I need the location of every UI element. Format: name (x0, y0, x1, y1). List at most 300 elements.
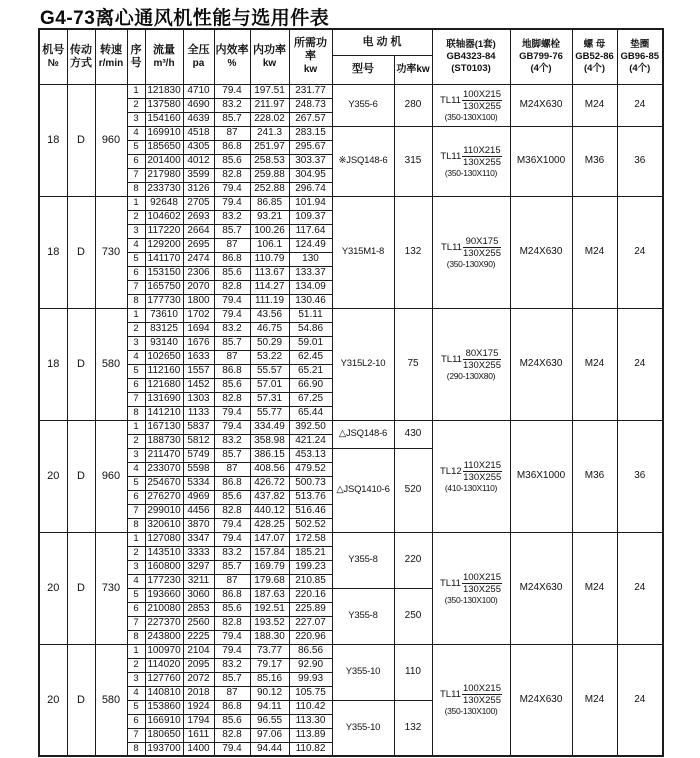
header-line: 全压 (187, 43, 210, 56)
internal-power-cell: 111.19 (250, 294, 289, 308)
flow-cell: 201400 (145, 154, 183, 168)
required-power-cell: 130.46 (289, 294, 332, 308)
motor-power-cell: 430 (394, 420, 432, 448)
flow-cell: 92648 (145, 196, 183, 210)
required-power-cell: 421.24 (289, 434, 332, 448)
nut-cell: M24 (572, 308, 617, 420)
nut-cell: M24 (572, 196, 617, 308)
header-line: kw (303, 64, 318, 76)
motor-power-cell: 132 (394, 700, 432, 756)
internal-power-cell: 334.49 (250, 420, 289, 434)
motor-power-cell: 250 (394, 588, 432, 644)
pressure-cell: 4456 (183, 504, 214, 518)
internal-power-cell: 147.07 (250, 532, 289, 546)
motor-model-cell: △JSQ148-6 (332, 420, 394, 448)
seq-cell: 7 (127, 504, 145, 518)
anchor-bolt-cell: M24X630 (510, 308, 572, 420)
seq-cell: 1 (127, 196, 145, 210)
header-line: (4个) (629, 62, 651, 74)
speed-cell: 730 (95, 196, 127, 308)
motor-power-cell: 315 (394, 126, 432, 196)
efficiency-cell: 79.4 (214, 518, 250, 532)
required-power-cell: 295.67 (289, 140, 332, 154)
flow-cell: 233730 (145, 182, 183, 196)
pressure-cell: 1133 (183, 406, 214, 420)
flow-cell: 117220 (145, 224, 183, 238)
seq-cell: 1 (127, 308, 145, 322)
internal-power-cell: 358.98 (250, 434, 289, 448)
internal-power-cell: 79.17 (250, 658, 289, 672)
seq-cell: 4 (127, 126, 145, 140)
coupling-cell: TL11 $\frac{80X175}{130X255}$ (290-130X80) (432, 308, 510, 420)
pressure-cell: 2695 (183, 238, 214, 252)
required-power-cell: 220.16 (289, 588, 332, 602)
speed-cell: 730 (95, 532, 127, 644)
flow-cell: 276270 (145, 490, 183, 504)
internal-power-cell: 94.11 (250, 700, 289, 714)
internal-power-cell: 90.12 (250, 686, 289, 700)
efficiency-cell: 87 (214, 574, 250, 588)
header-line: 功率kw (396, 64, 430, 75)
flow-cell: 153860 (145, 700, 183, 714)
seq-cell: 4 (127, 462, 145, 476)
seq-cell: 1 (127, 84, 145, 98)
washer-cell: 36 (617, 420, 663, 532)
internal-power-cell: 258.53 (250, 154, 289, 168)
machine-no-cell: 20 (39, 532, 67, 644)
flow-cell: 154160 (145, 112, 183, 126)
header-line: 地脚螺栓 (521, 38, 560, 50)
col-header-washer (617, 29, 663, 84)
machine-no-cell: 18 (39, 196, 67, 308)
pressure-cell: 3297 (183, 560, 214, 574)
pressure-cell: 4690 (183, 98, 214, 112)
seq-cell: 2 (127, 98, 145, 112)
header-line: r/min (98, 57, 124, 69)
required-power-cell: 59.01 (289, 336, 332, 350)
washer-cell: 24 (617, 644, 663, 756)
col-header-drive (67, 29, 95, 84)
header-line: 传动 (70, 43, 92, 56)
pressure-cell: 4710 (183, 84, 214, 98)
efficiency-cell: 86.8 (214, 476, 250, 490)
required-power-cell: 225.89 (289, 602, 332, 616)
flow-cell: 180650 (145, 728, 183, 742)
internal-power-cell: 46.75 (250, 322, 289, 336)
header-line: 垫圈 (630, 38, 650, 50)
flow-cell: 177730 (145, 294, 183, 308)
pressure-cell: 2306 (183, 266, 214, 280)
nut-cell: M24 (572, 84, 617, 126)
seq-cell: 1 (127, 644, 145, 658)
washer-cell: 24 (617, 532, 663, 644)
table-row (39, 308, 663, 322)
required-power-cell: 303.37 (289, 154, 332, 168)
efficiency-cell: 83.2 (214, 546, 250, 560)
efficiency-cell: 83.2 (214, 322, 250, 336)
header-line: (4个) (530, 62, 552, 74)
anchor-bolt-cell: M24X630 (510, 84, 572, 126)
efficiency-cell: 79.4 (214, 308, 250, 322)
required-power-cell: 51.11 (289, 308, 332, 322)
internal-power-cell: 437.82 (250, 490, 289, 504)
internal-power-cell: 251.97 (250, 140, 289, 154)
header-line: (ST0103) (451, 62, 491, 74)
seq-cell: 6 (127, 266, 145, 280)
internal-power-cell: 53.22 (250, 350, 289, 364)
flow-cell: 167130 (145, 420, 183, 434)
coupling-cell: TL11 $\frac{100X215}{130X255}$ (350-130X100) (432, 84, 510, 126)
internal-power-cell: 113.67 (250, 266, 289, 280)
required-power-cell: 248.73 (289, 98, 332, 112)
flow-cell: 140810 (145, 686, 183, 700)
flow-cell: 93140 (145, 336, 183, 350)
flow-cell: 165750 (145, 280, 183, 294)
seq-cell: 8 (127, 742, 145, 756)
washer-cell: 24 (617, 84, 663, 126)
seq-cell: 3 (127, 224, 145, 238)
required-power-cell: 231.77 (289, 84, 332, 98)
col-header-seq (127, 29, 145, 84)
pressure-cell: 2853 (183, 602, 214, 616)
table-row (39, 84, 663, 98)
efficiency-cell: 85.7 (214, 112, 250, 126)
required-power-cell: 133.37 (289, 266, 332, 280)
seq-cell: 3 (127, 336, 145, 350)
seq-cell: 2 (127, 434, 145, 448)
internal-power-cell: 55.77 (250, 406, 289, 420)
anchor-bolt-cell: M24X630 (510, 196, 572, 308)
required-power-cell: 283.15 (289, 126, 332, 140)
seq-cell: 7 (127, 168, 145, 182)
washer-cell: 24 (617, 196, 663, 308)
efficiency-cell: 79.4 (214, 644, 250, 658)
efficiency-cell: 82.8 (214, 392, 250, 406)
required-power-cell: 109.37 (289, 210, 332, 224)
efficiency-cell: 87 (214, 350, 250, 364)
seq-cell: 4 (127, 350, 145, 364)
speed-cell: 580 (95, 644, 127, 756)
seq-cell: 6 (127, 602, 145, 616)
drive-mode-cell: D (67, 532, 95, 644)
pressure-cell: 1303 (183, 392, 214, 406)
seq-cell: 7 (127, 280, 145, 294)
header-line: GB4323-84 (446, 50, 496, 62)
flow-cell: 210080 (145, 602, 183, 616)
required-power-cell: 92.90 (289, 658, 332, 672)
efficiency-cell: 85.7 (214, 560, 250, 574)
pressure-cell: 1452 (183, 378, 214, 392)
pressure-cell: 1924 (183, 700, 214, 714)
required-power-cell: 134.09 (289, 280, 332, 294)
internal-power-cell: 440.12 (250, 504, 289, 518)
drive-mode-cell: D (67, 308, 95, 420)
pressure-cell: 2560 (183, 616, 214, 630)
seq-cell: 2 (127, 658, 145, 672)
col-header-pressure (183, 29, 214, 84)
flow-cell: 127080 (145, 532, 183, 546)
internal-power-cell: 428.25 (250, 518, 289, 532)
internal-power-cell: 50.29 (250, 336, 289, 350)
pressure-cell: 3599 (183, 168, 214, 182)
seq-cell: 3 (127, 448, 145, 462)
efficiency-cell: 85.7 (214, 224, 250, 238)
efficiency-cell: 86.8 (214, 364, 250, 378)
efficiency-cell: 79.4 (214, 196, 250, 210)
pressure-cell: 2225 (183, 630, 214, 644)
pressure-cell: 4305 (183, 140, 214, 154)
required-power-cell: 86.56 (289, 644, 332, 658)
col-header-machine-no (39, 29, 67, 84)
flow-cell: 166910 (145, 714, 183, 728)
required-power-cell: 453.13 (289, 448, 332, 462)
pressure-cell: 3060 (183, 588, 214, 602)
seq-cell: 5 (127, 700, 145, 714)
header-line: 机号 (42, 43, 65, 56)
efficiency-cell: 79.4 (214, 420, 250, 434)
seq-cell: 7 (127, 392, 145, 406)
efficiency-cell: 86.8 (214, 700, 250, 714)
seq-cell: 8 (127, 518, 145, 532)
efficiency-cell: 79.4 (214, 630, 250, 644)
motor-model-cell: Y355-8 (332, 532, 394, 588)
drive-mode-cell: D (67, 644, 95, 756)
flow-cell: 143510 (145, 546, 183, 560)
header-line: 所需功率 (294, 37, 327, 63)
efficiency-cell: 79.4 (214, 294, 250, 308)
internal-power-cell: 57.31 (250, 392, 289, 406)
required-power-cell: 110.42 (289, 700, 332, 714)
pressure-cell: 1702 (183, 308, 214, 322)
required-power-cell: 66.90 (289, 378, 332, 392)
motor-model-cell: △JSQ1410-6 (332, 448, 394, 532)
header-line: m³/h (153, 57, 175, 69)
seq-cell: 8 (127, 294, 145, 308)
efficiency-cell: 85.6 (214, 490, 250, 504)
efficiency-cell: 83.2 (214, 98, 250, 112)
pressure-cell: 2705 (183, 196, 214, 210)
flow-cell: 177230 (145, 574, 183, 588)
seq-cell: 6 (127, 490, 145, 504)
col-header-motor-model (332, 55, 394, 84)
flow-cell: 169910 (145, 126, 183, 140)
pressure-cell: 4639 (183, 112, 214, 126)
required-power-cell: 479.52 (289, 462, 332, 476)
pressure-cell: 2664 (183, 224, 214, 238)
internal-power-cell: 187.63 (250, 588, 289, 602)
required-power-cell: 185.21 (289, 546, 332, 560)
internal-power-cell: 188.30 (250, 630, 289, 644)
pressure-cell: 1694 (183, 322, 214, 336)
internal-power-cell: 426.72 (250, 476, 289, 490)
pressure-cell: 4969 (183, 490, 214, 504)
efficiency-cell: 85.7 (214, 448, 250, 462)
pressure-cell: 2474 (183, 252, 214, 266)
internal-power-cell: 179.68 (250, 574, 289, 588)
nut-cell: M36 (572, 126, 617, 196)
internal-power-cell: 192.51 (250, 602, 289, 616)
anchor-bolt-cell: M24X630 (510, 644, 572, 756)
machine-no-cell: 18 (39, 308, 67, 420)
internal-power-cell: 197.51 (250, 84, 289, 98)
seq-cell: 6 (127, 714, 145, 728)
anchor-bolt-cell: M24X630 (510, 532, 572, 644)
pressure-cell: 1400 (183, 742, 214, 756)
col-header-anchor-bolt (510, 29, 572, 84)
efficiency-cell: 79.4 (214, 182, 250, 196)
seq-cell: 6 (127, 378, 145, 392)
pressure-cell: 4518 (183, 126, 214, 140)
flow-cell: 193700 (145, 742, 183, 756)
pressure-cell: 4012 (183, 154, 214, 168)
seq-cell: 2 (127, 546, 145, 560)
efficiency-cell: 87 (214, 462, 250, 476)
required-power-cell: 199.23 (289, 560, 332, 574)
efficiency-cell: 83.2 (214, 434, 250, 448)
col-header-motor-power (394, 55, 432, 84)
pressure-cell: 2095 (183, 658, 214, 672)
internal-power-cell: 93.21 (250, 210, 289, 224)
efficiency-cell: 79.4 (214, 742, 250, 756)
col-header-internal-power (250, 29, 289, 84)
seq-cell: 4 (127, 686, 145, 700)
internal-power-cell: 85.16 (250, 672, 289, 686)
motor-power-cell: 75 (394, 308, 432, 420)
seq-cell: 5 (127, 252, 145, 266)
header-line: (4个) (583, 62, 606, 74)
motor-power-cell: 520 (394, 448, 432, 532)
pressure-cell: 3870 (183, 518, 214, 532)
pressure-cell: 5598 (183, 462, 214, 476)
seq-cell: 8 (127, 630, 145, 644)
flow-cell: 104602 (145, 210, 183, 224)
required-power-cell: 220.96 (289, 630, 332, 644)
pressure-cell: 3211 (183, 574, 214, 588)
motor-model-cell: ※JSQ148-6 (332, 126, 394, 196)
seq-cell: 5 (127, 364, 145, 378)
efficiency-cell: 85.6 (214, 602, 250, 616)
table-row (39, 644, 663, 658)
header-line: 内功率 (253, 43, 286, 56)
seq-cell: 5 (127, 588, 145, 602)
internal-power-cell: 259.88 (250, 168, 289, 182)
internal-power-cell: 157.84 (250, 546, 289, 560)
motor-model-cell: Y315M1-8 (332, 196, 394, 308)
seq-cell: 5 (127, 476, 145, 490)
pressure-cell: 1611 (183, 728, 214, 742)
flow-cell: 320610 (145, 518, 183, 532)
washer-cell: 36 (617, 126, 663, 196)
coupling-cell: TL12 $\frac{110X215}{130X255}$ (410-130X110) (432, 420, 510, 532)
col-header-flow (145, 29, 183, 84)
pressure-cell: 5812 (183, 434, 214, 448)
flow-cell: 141210 (145, 406, 183, 420)
table-row (39, 196, 663, 210)
flow-cell: 188730 (145, 434, 183, 448)
coupling-cell: TL11 $\frac{90X175}{130X255}$ (350-130X90) (432, 196, 510, 308)
drive-mode-cell: D (67, 420, 95, 532)
seq-cell: 1 (127, 532, 145, 546)
seq-cell: 3 (127, 672, 145, 686)
efficiency-cell: 85.7 (214, 336, 250, 350)
efficiency-cell: 85.6 (214, 378, 250, 392)
header-line: GB96-85 (620, 50, 660, 62)
col-header-efficiency (214, 29, 250, 84)
internal-power-cell: 100.26 (250, 224, 289, 238)
efficiency-cell: 85.6 (214, 714, 250, 728)
required-power-cell: 296.74 (289, 182, 332, 196)
motor-power-cell: 280 (394, 84, 432, 126)
internal-power-cell: 55.57 (250, 364, 289, 378)
seq-cell: 8 (127, 406, 145, 420)
pressure-cell: 1633 (183, 350, 214, 364)
table-row (39, 532, 663, 546)
machine-no-cell: 20 (39, 644, 67, 756)
flow-cell: 131690 (145, 392, 183, 406)
header-line: GB52-86 (575, 50, 614, 62)
drive-mode-cell: D (67, 196, 95, 308)
header-line: kw (262, 57, 277, 69)
required-power-cell: 392.50 (289, 420, 332, 434)
seq-cell: 4 (127, 574, 145, 588)
motor-model-cell: Y315L2-10 (332, 308, 394, 420)
header-line: 螺 母 (583, 38, 606, 50)
required-power-cell: 210.85 (289, 574, 332, 588)
required-power-cell: 227.07 (289, 616, 332, 630)
required-power-cell: 110.82 (289, 742, 332, 756)
seq-cell: 7 (127, 616, 145, 630)
drive-mode-cell: D (67, 84, 95, 196)
pressure-cell: 5749 (183, 448, 214, 462)
internal-power-cell: 57.01 (250, 378, 289, 392)
pressure-cell: 2018 (183, 686, 214, 700)
pressure-cell: 2070 (183, 280, 214, 294)
required-power-cell: 513.76 (289, 490, 332, 504)
speed-cell: 960 (95, 84, 127, 196)
header-line: GB799-76 (519, 50, 563, 62)
required-power-cell: 67.25 (289, 392, 332, 406)
header-line: pa (192, 57, 205, 69)
motor-model-cell: Y355-10 (332, 700, 394, 756)
internal-power-cell: 193.52 (250, 616, 289, 630)
internal-power-cell: 252.88 (250, 182, 289, 196)
seq-cell: 7 (127, 728, 145, 742)
motor-power-cell: 220 (394, 532, 432, 588)
flow-cell: 137580 (145, 98, 183, 112)
efficiency-cell: 79.4 (214, 532, 250, 546)
seq-cell: 6 (127, 154, 145, 168)
col-header-nut (572, 29, 617, 84)
internal-power-cell: 114.27 (250, 280, 289, 294)
efficiency-cell: 87 (214, 126, 250, 140)
header-line: № (47, 57, 59, 69)
efficiency-cell: 86.8 (214, 588, 250, 602)
motor-power-cell: 110 (394, 644, 432, 700)
seq-cell: 3 (127, 560, 145, 574)
required-power-cell: 130 (289, 252, 332, 266)
machine-no-cell: 20 (39, 420, 67, 532)
header-line: % (227, 57, 237, 69)
efficiency-cell: 85.6 (214, 154, 250, 168)
flow-cell: 100970 (145, 644, 183, 658)
col-header-coupling (432, 29, 510, 84)
efficiency-cell: 85.6 (214, 266, 250, 280)
coupling-cell: TL11 $\frac{110X215}{130X255}$ (350-130X110) (432, 126, 510, 196)
efficiency-cell: 86.8 (214, 252, 250, 266)
pressure-cell: 1676 (183, 336, 214, 350)
required-power-cell: 99.93 (289, 672, 332, 686)
flow-cell: 83125 (145, 322, 183, 336)
